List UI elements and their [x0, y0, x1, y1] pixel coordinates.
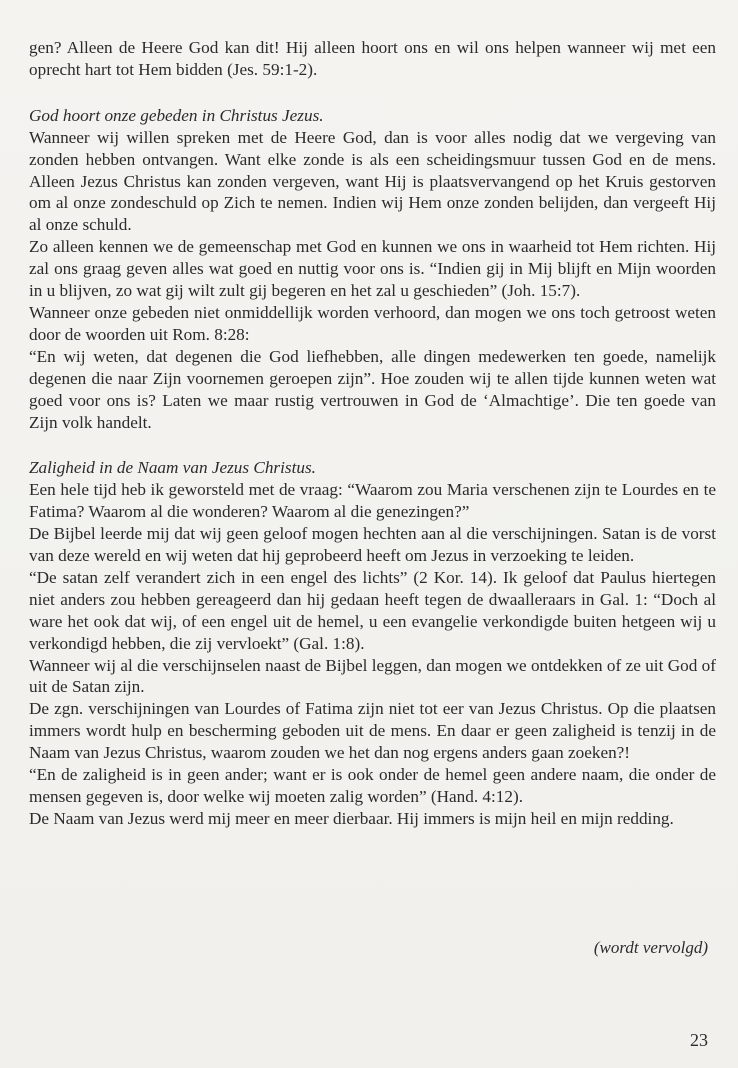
section-heading-prayer: God hoort onze gebeden in Christus Jezus.: [29, 105, 324, 125]
paragraph: “En de zaligheid is in geen ander; want er is ook onder de hemel geen andere naam, die onder de mensen gegeven is, door welke wij moeten zalig worden” (Hand. 4:12).: [29, 765, 716, 806]
paragraph: Zo alleen kennen we de gemeenschap met God en kunnen we ons in waarheid tot Hem richten. Hij zal ons graag geven alles wat goed en nuttig voor ons is. “Indien gij in Mij blijft en Mijn woorden in u blijven, zo wat gij wilt zult gij begeren en het zal u geschieden” (Joh. 15:7).: [29, 237, 716, 301]
paragraph: Wanneer wij willen spreken met de Heere God, dan is voor alles nodig dat we vergeving van zonden hebben ontvangen. Want elke zonde is als een scheidingsmuur tussen God en de mens. Alleen Jezus Christus kan zonden vergeven, want Hij is plaatsvervangend op het Kruis gestorven om al onze zondeschuld op Zich te nemen. Indien wij Hem onze zonden belijden, dan vergeeft Hij al onze schuld.: [29, 127, 716, 235]
paragraph: De Bijbel leerde mij dat wij geen geloof mogen hechten aan al die verschijningen. Satan is de vorst van deze wereld en wij weten dat hij geprobeerd heeft om Jezus in verzoeking te leiden.: [29, 524, 716, 566]
paragraph: Een hele tijd heb ik geworsteld met de vraag: “Waarom zou Maria verschenen zijn te Lourdes en te Fatima? Waarom al die wonderen? Waarom al die genezingen?”: [29, 480, 716, 522]
intro-paragraph: gen? Alleen de Heere God kan dit! Hij alleen hoort ons en wil ons helpen wanneer wij met een oprecht hart tot Hem bidden (Jes. 59:1-2).: [29, 38, 716, 79]
continued-note: (wordt vervolgd): [593, 938, 708, 957]
paragraph: De Naam van Jezus werd mij meer en meer dierbaar. Hij immers is mijn heil en mijn redding.: [29, 808, 674, 828]
paragraph: De zgn. verschijningen van Lourdes of Fatima zijn niet tot eer van Jezus Christus. Op die plaatsen immers wordt hulp en bescherming geboden uit de mens. En daar er geen zaligheid is tenzij in de Naam van Jezus Christus, waarom zouden we het dan nog ergens anders gaan zoeken?!: [29, 699, 716, 763]
paragraph: Wanneer onze gebeden niet onmiddellijk worden verhoord, dan mogen we ons toch getroost weten door de woorden uit Rom. 8:28:: [29, 302, 716, 344]
paragraph: “De satan zelf verandert zich in een engel des lichts” (2 Kor. 14). Ik geloof dat Paulus hiertegen niet anders zou hebben gereageerd dan hij gedaan heeft tegen de dwaalleraars in Gal. 1: “Doch al ware het ook dat wij, of een engel uit de hemel, u een evangelie verkondigde buiten hetgeen wij u verkondigd hebben, die zij vervloekt” (Gal. 1:8).: [29, 567, 716, 653]
page-number: 23: [690, 1030, 708, 1050]
article-body: [29, 37, 716, 830]
paragraph: Wanneer wij al die verschijnselen naast de Bijbel leggen, dan mogen we ontdekken of ze uit God of uit de Satan zijn.: [29, 655, 716, 697]
section-heading-salvation: Zaligheid in de Naam van Jezus Christus.: [29, 458, 316, 478]
paragraph: “En wij weten, dat degenen die God liefhebben, alle dingen medewerken ten goede, namelijk degenen die naar Zijn voornemen geroepen zijn”. Hoe zouden wij te allen tijde kunnen weten wat goed voor ons is? Laten we maar rustig vertrouwen in God de ‘Almachtige’. Die ten goede van Zijn volk handelt.: [29, 346, 716, 432]
